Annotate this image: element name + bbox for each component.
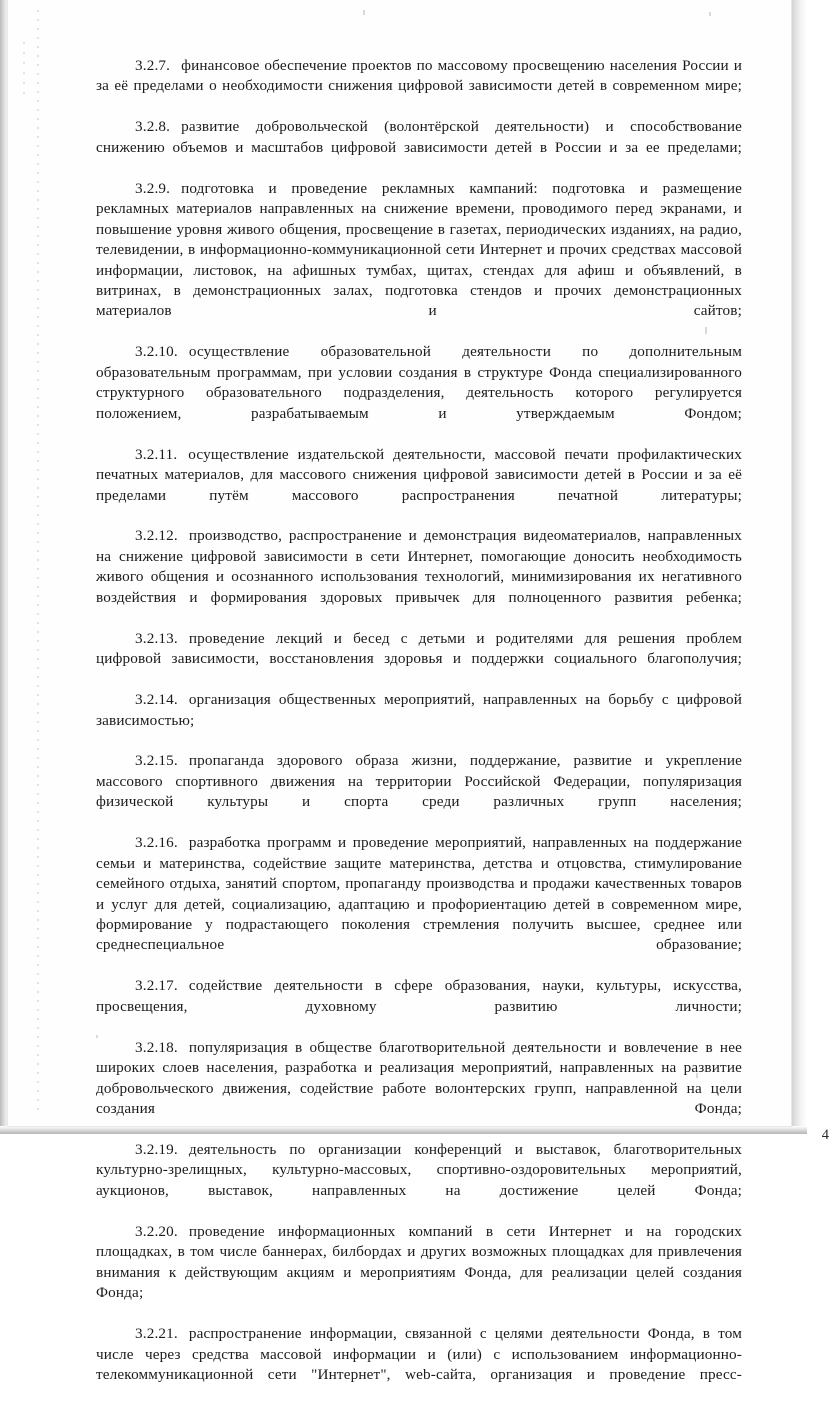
clause-text: пропаганда здорового образа жизни, поддержание, развитие и укрепление массового спортивного движения на территории Российской Федерации, популяризация физической культуры и спорта среди различных групп населения; [96,752,742,811]
paper-sheet [8,0,829,1383]
clause-paragraph [96,833,742,976]
clause-paragraph [96,1222,742,1324]
clause-number: 3.2.21. [135,1325,178,1343]
clause-text: распространение информации, связанной с целями деятельности Фонда, в том числе через средства массовой информации и (или) с использованием информационно-телекоммуникационной сети "Интернет", web-сайта, организация и проведение пресс- [96,1325,742,1383]
clause-paragraph [96,1324,742,1406]
clause-text: содействие деятельности в сфере образования, науки, культуры, искусства, просвещения, духовному развитию личности; [96,977,742,1015]
page-number: 4 [821,1127,829,1143]
clause-text: проведение лекций и бесед с детьми и родителями для решения проблем цифровой зависимости, восстановления здоровья и поддержки социального благополучия; [96,629,742,668]
clause-paragraph [96,117,742,178]
clause-number: 3.2.13. [135,629,178,647]
clause-number: 3.2.11. [135,445,178,463]
scan-edge-shadow-right [790,0,807,1134]
clause-paragraph [96,690,742,751]
clause-number: 3.2.18. [135,1038,178,1056]
clause-number: 3.2.19. [135,1141,178,1159]
scan-speck [363,10,365,15]
clause-text: подготовка и проведение рекламных кампаний: подготовка и размещение рекламных материалов направленных на снижение времени, проводимого перед экранами, и повышение уровня живого общения, просвещение в газетах, периодических изданиях, на радио, телевидении, в информационно-коммуникационной сети Интернет и прочих средствах массовой информации, листовок, на афишных тумбах, щитах, стендах для афиш и объявлений, в витринах, в демонстрационных залах, подготовка стендов и прочих демонстрационных материалов и сайтов; [96,179,742,320]
clause-number: 3.2.20. [135,1222,178,1240]
clause-text: осуществление издательской деятельности, массовой печати профилактических печатных материалов, для массового снижения цифровой зависимости детей в России и за её пределами путём массового распространения печатной литературы; [96,445,742,504]
clause-text: осуществление образовательной деятельности по дополнительным образовательным программам, при условии создания в структуре Фонда специализированного структурного образовательного подразделения, деятельность которого регулируется положением, разрабатываемым и утверждаемым Фондом; [96,343,742,422]
clause-text: развитие добровольческой (волонтёрской деятельности) и способствование снижению объемов и масштабов цифровой зависимости детей в России и за ее пределами; [96,118,742,156]
clause-text: финансовое обеспечение проектов по массовому просвещению населения России и за её пределами о необходимости снижения цифровой зависимости детей в современном мире; [96,57,742,95]
clause-number: 3.2.10. [135,343,178,361]
clause-paragraph [96,976,742,1037]
binding-perforation-marks-secondary [23,42,25,100]
clause-text: деятельность по организации конференций и выставок, благотворительных культурно-зрелищных, культурно-массовых, спортивно-оздоровительных мероприятий, аукционов, выставок, направленных на достижение целей Фонда; [96,1141,742,1199]
clause-number: 3.2.8. [135,118,171,136]
scan-speck [709,12,711,16]
clause-text: производство, распространение и демонстрация видеоматериалов, направленных на снижение цифровой зависимости в сети Интернет, помогающие доносить необходимость живого общения и осознанного использования технологий, минимизирования их негативного воздействия и формирования здоровых привычек для полноценного развития ребенка; [96,527,742,606]
clause-number: 3.2.16. [135,834,178,852]
clause-paragraph [96,342,742,444]
clause-paragraph [96,751,742,833]
clause-paragraph [96,526,742,628]
clause-paragraph [96,1038,742,1140]
clause-number: 3.2.9. [135,179,171,197]
clause-text: организация общественных мероприятий, направленных на борьбу с цифровой зависимостью; [96,691,742,729]
clause-text: популяризация в обществе благотворительной деятельности и вовлечение в нее широких слоев населения, разработка и реализация мероприятий, направленных на развитие добровольческого движения, содействие работе волонтерских групп, направленной на цели создания Фонда; [96,1038,742,1118]
document-text-body [96,56,829,1406]
clause-number: 3.2.12. [135,527,178,545]
clause-text: проведение информационных компаний в сети Интернет и на городских площадках, в том числе баннерах, билбордах и других возможных площадках для привлечения внимания к действующим акциям и мероприятиям Фонда, для реализации целей создания Фонда; [96,1222,742,1302]
clause-paragraph [96,56,742,117]
clause-paragraph [96,445,742,527]
binding-perforation-marks [37,10,39,1115]
clause-number: 3.2.7. [135,57,171,74]
clause-text: разработка программ и проведение мероприятий, направленных на поддержание семьи и материнства, содействие защите материнства, детства и отцовства, стимулирование семейного отдыха, занятий спортом, пропаганду производства и продажи качественных товаров и услуг для детей, социализацию, адаптацию и профориентацию детей в современном мире, формирование у подрастающего поколения стремления получить высшее, среднее или среднеспециальное образование; [96,834,742,954]
clause-paragraph [96,1140,742,1222]
clause-number: 3.2.17. [135,977,178,995]
clause-number: 3.2.15. [135,752,178,770]
clause-paragraph [96,629,742,690]
clause-paragraph [96,179,742,343]
clause-number: 3.2.14. [135,691,178,709]
